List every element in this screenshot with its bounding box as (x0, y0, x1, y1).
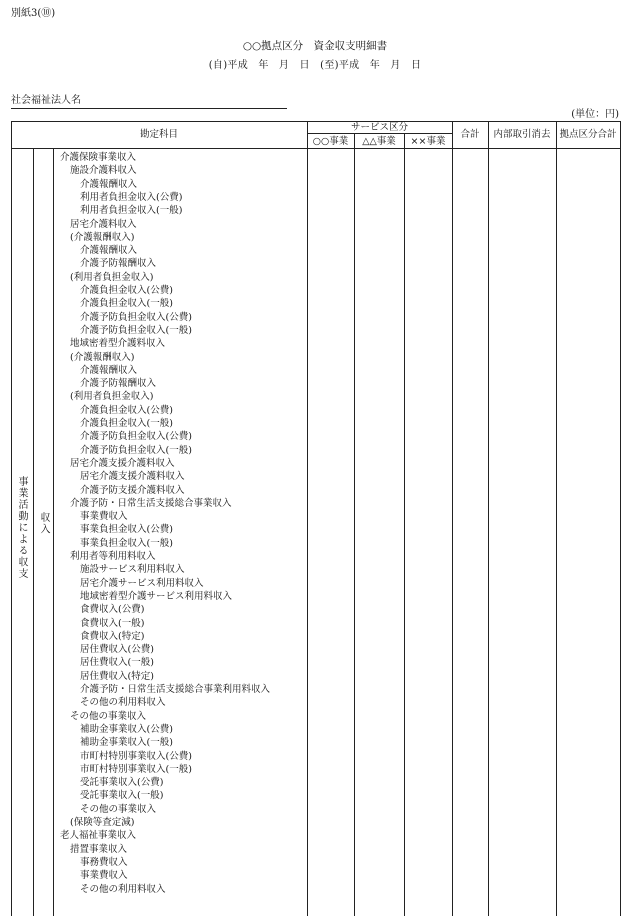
account-row: 事業費収入 (80, 511, 128, 523)
account-row: 地域密着型介護サービス利用料収入 (80, 590, 233, 602)
service-col-divider-1 (354, 133, 355, 916)
account-row: その他の利用料収入 (80, 883, 166, 895)
account-row: 補助金事業収入(公費) (80, 723, 173, 735)
account-row: 介護負担金収入(公費) (80, 404, 173, 416)
account-row: 利用者負担金収入(公費) (80, 191, 183, 203)
account-row: (介護報酬収入) (70, 231, 135, 243)
section-label-income: 収入 (38, 512, 49, 535)
account-row: 補助金事業収入(一般) (80, 737, 173, 749)
account-row: 市町村特別事業収入(公費) (80, 750, 192, 762)
account-row: 利用者負担金収入(一般) (80, 205, 183, 217)
col-header-site-total: 拠点区分合計 (559, 129, 617, 140)
col-header-service-3: ××事業 (410, 136, 446, 147)
service-col-divider-2 (404, 133, 405, 916)
form-number: 別紙3(⑩) (11, 8, 56, 19)
account-row: 介護報酬収入 (80, 245, 138, 257)
col-header-total: 合計 (460, 129, 480, 140)
account-row: 地域密着型介護料収入 (70, 338, 166, 350)
account-row: 食費収入(特定) (80, 630, 145, 642)
section-divider (33, 148, 34, 916)
table-left-border (11, 121, 12, 916)
account-row: 介護報酬収入 (80, 178, 138, 190)
account-row: 食費収入(公費) (80, 604, 145, 616)
table-top-border (11, 121, 620, 122)
account-row: 介護予防負担金収入(一般) (80, 444, 192, 456)
account-row: 居住費収入(特定) (80, 670, 154, 682)
account-row: 受託事業収入(一般) (80, 790, 164, 802)
account-row: 介護予防負担金収入(一般) (80, 324, 192, 336)
unit-label: (単位：円) (571, 109, 619, 120)
account-row: その他の事業収入 (80, 803, 157, 815)
account-row: (介護報酬収入) (70, 351, 135, 363)
service-header-divider (307, 133, 452, 134)
account-row: 介護負担金収入(一般) (80, 298, 173, 310)
col-header-service-group: サービス区分 (350, 122, 408, 133)
account-row: 事業負担金収入(一般) (80, 537, 173, 549)
account-row: 事業費収入 (80, 870, 128, 882)
reporting-period: (自)平成 年 月 日 (至)平成 年 月 日 (208, 60, 422, 71)
account-row: 介護負担金収入(公費) (80, 285, 173, 296)
account-row: 居宅介護サービス利用料収入 (80, 577, 204, 589)
account-row: 介護予防報酬収入 (80, 258, 157, 270)
col-header-service-2: △△事業 (362, 136, 396, 147)
account-row: その他の利用料収入 (80, 697, 166, 709)
section-label-operating-activities: 事業活動による収支 (16, 476, 27, 580)
col-header-internal-elimination: 内部取引消去 (493, 129, 551, 140)
account-row: 居宅介護料収入 (70, 218, 137, 230)
header-bottom-border (11, 148, 620, 149)
account-row: 利用者等利用料収入 (70, 551, 156, 562)
account-row: 介護予防負担金収入(公費) (80, 431, 192, 443)
sub-divider (53, 148, 54, 916)
account-row: 介護報酬収入 (80, 364, 138, 376)
col-header-subject: 勘定科目 (139, 129, 178, 140)
subject-right-border (307, 121, 308, 916)
account-row: 事業負担金収入(公費) (80, 524, 173, 536)
account-row: 介護予防支援介護料収入 (80, 484, 185, 496)
account-row: 介護保険事業収入 (60, 152, 137, 163)
account-row: 食費収入(一般) (80, 617, 145, 629)
document-title: ○○拠点区分 資金収支明細書 (242, 40, 388, 52)
account-row: 居住費収入(一般) (80, 657, 154, 669)
account-row: 事務費収入 (80, 856, 128, 868)
account-row: 居宅介護支援介護料収入 (80, 471, 185, 483)
account-row: 措置事業収入 (70, 843, 128, 855)
account-row: (利用者負担金収入) (70, 271, 154, 283)
table-right-border (620, 121, 621, 916)
account-row: 介護予防報酬収入 (80, 378, 157, 390)
account-row: 老人福祉事業収入 (60, 830, 137, 842)
account-row: 施設サービス利用料収入 (80, 564, 185, 576)
total-right-border (488, 121, 489, 916)
account-row: その他の事業収入 (70, 710, 147, 722)
account-row: 受託事業収入(公費) (80, 777, 164, 789)
account-row: 居住費収入(公費) (80, 644, 154, 656)
account-row: 介護予防負担金収入(公費) (80, 311, 192, 323)
account-row: 介護負担金収入(一般) (80, 418, 173, 429)
col-header-service-1: ○○事業 (312, 136, 349, 147)
corporation-name-field[interactable]: 社会福祉法人名 (11, 96, 287, 109)
account-row: (利用者負担金収入) (70, 391, 154, 403)
account-row: 施設介護料収入 (70, 165, 137, 177)
internal-right-border (556, 121, 557, 916)
account-row: 介護予防・日常生活支援総合事業利用料収入 (80, 684, 271, 695)
account-row: 介護予防・日常生活支援総合事業収入 (70, 497, 232, 509)
account-row: (保険等査定減) (70, 817, 135, 828)
account-row: 居宅介護支援介護料収入 (70, 457, 175, 469)
account-row: 市町村特別事業収入(一般) (80, 763, 192, 775)
service-right-border (452, 121, 453, 916)
